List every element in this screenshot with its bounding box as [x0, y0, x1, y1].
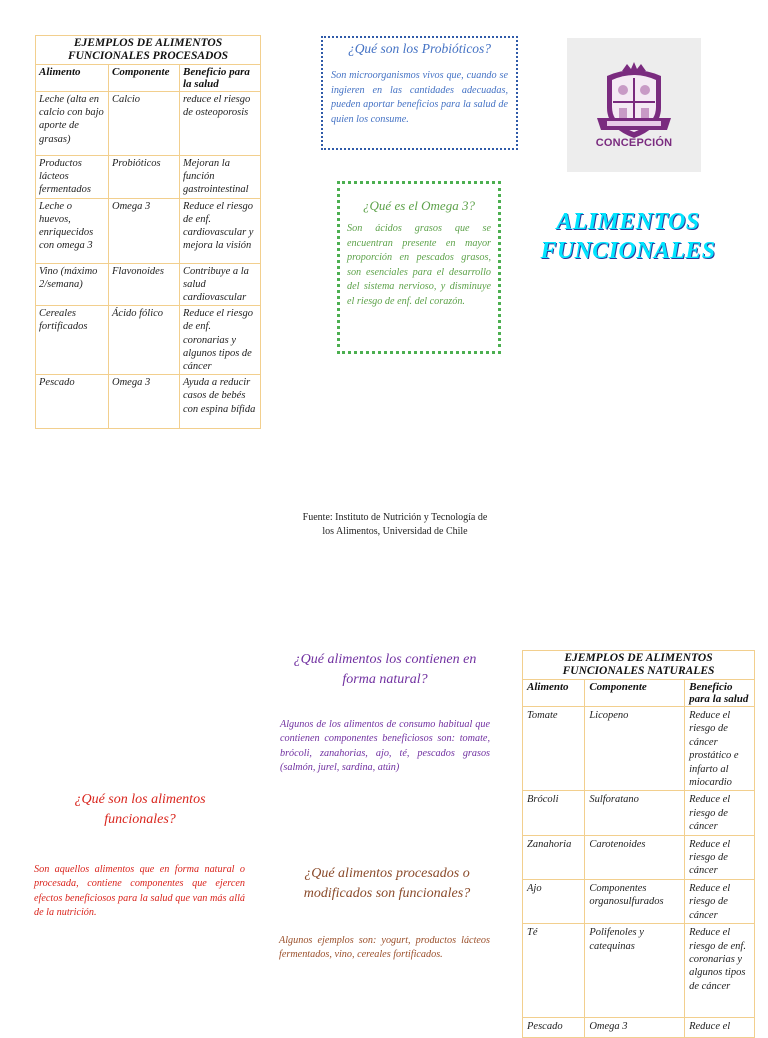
- shield-icon: [567, 38, 701, 172]
- table-row: [36, 306, 261, 375]
- table-cell: Reduce el riesgo de cáncer: [685, 791, 755, 835]
- functional-foods-answer: Son aquellos alimentos que en forma natural o procesada, contiene componentes que ejercen efectos beneficiosos para la salud que van más allá de la nutrición.: [34, 864, 245, 918]
- table-cell: Omega 3: [109, 198, 180, 263]
- table-cell: Ácido fólico: [109, 306, 180, 375]
- table-row: [523, 791, 755, 835]
- table-header-row: [523, 680, 755, 707]
- table-cell: Reduce el riesgo de enf. coronarias y algunos tipos de cáncer: [180, 306, 261, 375]
- table-cell: Reduce el riesgo de cáncer prostático e infarto al miocardio: [685, 707, 755, 791]
- table-cell: Reduce el riesgo de enf. cardiovascular y mejora la visión: [180, 198, 261, 263]
- processed-foods-answer: Algunos ejemplos son: yogurt, productos lácteos fermentados, vino, cereales fortificados.: [279, 935, 490, 961]
- natural-foods-question: ¿Qué alimentos los contienen en forma natural?: [293, 652, 477, 687]
- table-cell: Sulforatano: [585, 791, 685, 835]
- column-header: Alimento: [523, 680, 585, 707]
- table-cell: Calcio: [109, 92, 180, 156]
- table-cell: Brócoli: [523, 791, 585, 835]
- table-cell: Ayuda a reducir casos de bebés con espina bífida: [180, 375, 261, 429]
- table-cell: Licopeno: [585, 707, 685, 791]
- table-row: [36, 375, 261, 429]
- table-cell: Ajo: [523, 879, 585, 923]
- page-title: ALIMENTOS FUNCIONALES: [540, 209, 716, 264]
- omega3-question: ¿Qué es el Omega 3?: [363, 198, 475, 213]
- table-cell: Leche (alta en calcio con bajo aporte de grasas): [36, 92, 109, 156]
- processed-foods-table: [35, 35, 261, 429]
- column-header: Beneficio para la salud: [180, 65, 261, 92]
- table-cell: reduce el riesgo de osteoporosis: [180, 92, 261, 156]
- table-cell: Polifenoles y catequinas: [585, 924, 685, 1018]
- table-row: [36, 263, 261, 306]
- natural-foods-answer: Algunos de los alimentos de consumo habitual que contienen componentes beneficiosos son: tomate, brócoli, zanahorias, ajo, té, pescados grasos (salmón, jurel, sardina, atún): [280, 719, 490, 773]
- column-header: Alimento: [36, 65, 109, 92]
- logo-caption: CONCEPCIÓN: [595, 137, 673, 149]
- table-row: [523, 835, 755, 879]
- table-cell: Omega 3: [585, 1018, 685, 1038]
- table-row: [523, 707, 755, 791]
- table-cell: Mejoran la función gastrointestinal: [180, 156, 261, 199]
- table-cell: Productos lácteos fermentados: [36, 156, 109, 199]
- table-row: [523, 924, 755, 1018]
- source-note: Fuente: Instituto de Nutrición y Tecnología de los Alimentos, Universidad de Chile: [302, 512, 488, 537]
- table-cell: Carotenoides: [585, 835, 685, 879]
- table-cell: Tomate: [523, 707, 585, 791]
- omega3-answer: Son ácidos grasos que se encuentran presente en mayor proporción en pescados grasos, son esenciales para el desarrollo del sistema nervioso, y disminuye el riesgo de enf. del corazón.: [347, 223, 491, 307]
- table-row: [523, 1018, 755, 1038]
- probiotics-answer: Son microorganismos vivos que, cuando se ingieren en las cantidades adecuadas, pueden aportar beneficios para la salud de quien los consume.: [331, 70, 508, 125]
- table-cell: Reduce el riesgo de enf. coronarias y algunos tipos de cáncer: [685, 924, 755, 1018]
- table-cell: Vino (máximo 2/semana): [36, 263, 109, 306]
- omega3-box: [337, 181, 501, 354]
- university-logo: [567, 38, 701, 172]
- table-cell: Pescado: [36, 375, 109, 429]
- table-header-row: [36, 65, 261, 92]
- table-row: [36, 198, 261, 263]
- table-cell: Leche o huevos, enriquecidos con omega 3: [36, 198, 109, 263]
- table-cell: Cereales fortificados: [36, 306, 109, 375]
- table-cell: Contribuye a la salud cardiovascular: [180, 263, 261, 306]
- column-header: Componente: [109, 65, 180, 92]
- processed-table-title: EJEMPLOS DE ALIMENTOS FUNCIONALES PROCESADOS: [36, 36, 261, 65]
- table-row: [36, 156, 261, 199]
- table-row: [36, 92, 261, 156]
- probiotics-question: ¿Qué son los Probióticos?: [347, 41, 492, 56]
- natural-foods-table: [522, 650, 755, 1038]
- table-cell: Pescado: [523, 1018, 585, 1038]
- table-cell: Flavonoides: [109, 263, 180, 306]
- processed-foods-question: ¿Qué alimentos procesados o modificados son funcionales?: [303, 866, 471, 901]
- table-cell: Zanahoria: [523, 835, 585, 879]
- table-cell: Componentes organosulfurados: [585, 879, 685, 923]
- table-cell: Omega 3: [109, 375, 180, 429]
- table-cell: Reduce el riesgo de cáncer: [685, 835, 755, 879]
- probiotics-box: [321, 36, 518, 150]
- natural-table-title: EJEMPLOS DE ALIMENTOS FUNCIONALES NATURALES: [523, 651, 755, 680]
- table-row: [523, 879, 755, 923]
- table-cell: Té: [523, 924, 585, 1018]
- functional-foods-question: ¿Qué son los alimentos funcionales?: [74, 792, 206, 827]
- table-cell: Reduce el: [685, 1018, 755, 1038]
- column-header: Beneficio para la salud: [685, 680, 755, 707]
- table-cell: Reduce el riesgo de cáncer: [685, 879, 755, 923]
- column-header: Componente: [585, 680, 685, 707]
- table-cell: Probióticos: [109, 156, 180, 199]
